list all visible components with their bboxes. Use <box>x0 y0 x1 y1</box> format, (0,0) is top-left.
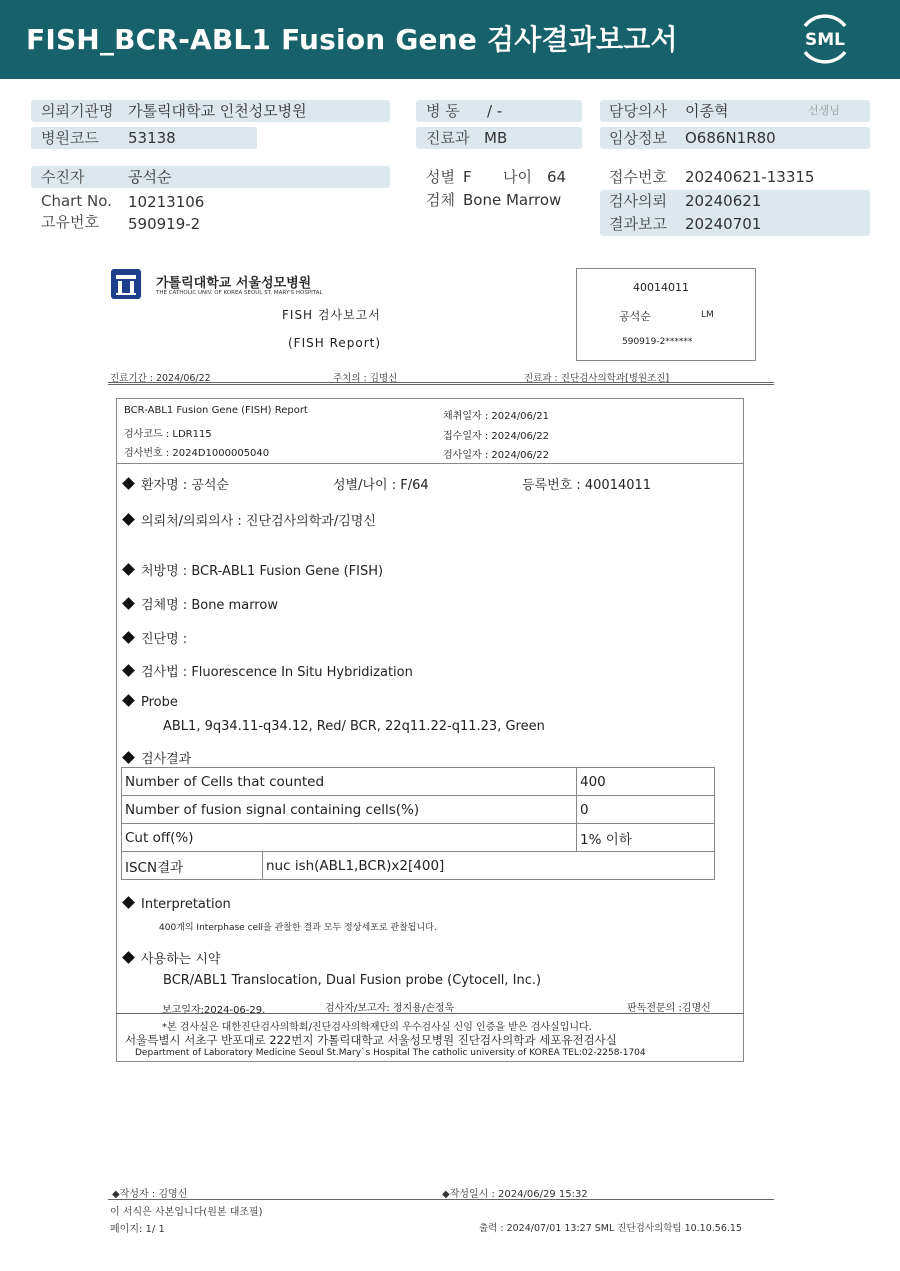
specimen-value: Bone Marrow <box>463 191 562 209</box>
dept-eng: Department of Laboratory Medicine Seoul St.Mary`s Hospital The catholic university of KOREA TEL:02-2258-1704 <box>135 1048 646 1058</box>
reagent-value: BCR/ABL1 Translocation, Dual Fusion probe (Cytocell, Inc.) <box>163 973 542 988</box>
sml-logo-text: SML <box>805 30 845 50</box>
copy-note: 이 서식은 사본입니다(원본 대조필) <box>110 1207 263 1218</box>
report-title-ko: FISH 검사보고서 <box>282 308 381 322</box>
sex-age: 성별/나이 : F/64 <box>333 478 429 493</box>
divider <box>108 382 774 383</box>
probe-value: ABL1, 9q34.11-q34.12, Red/ BCR, 22q11.22-q11.23, Green <box>163 719 545 734</box>
interp-label: Interpretation <box>141 897 231 912</box>
req-date-value: 20240621 <box>685 192 762 210</box>
hosp-code-value: 53138 <box>128 129 176 147</box>
idbox-uid: 590919-2****** <box>622 337 693 347</box>
result-row <box>124 748 191 767</box>
patient-value: 공석순 <box>128 168 172 186</box>
req-org-label: 의뢰기관명 <box>41 102 114 120</box>
bullet-icon <box>122 951 135 964</box>
doctor-suffix: 선생님 <box>808 104 840 117</box>
age-label: 나이 <box>503 168 532 186</box>
bullet-icon <box>122 597 135 610</box>
result-name: Number of Cells that counted <box>122 768 577 796</box>
req-org-value: 가톨릭대학교 인천성모병원 <box>128 102 307 120</box>
result-name: Cut off(%) <box>122 824 577 852</box>
certification: *본 검사실은 대한진단검사의학회/진단검사의학재단의 우수검사실 신임 인증을 받은 검사실입니다. <box>162 1022 592 1033</box>
clinical-value: O686N1R80 <box>685 129 776 147</box>
patient-id-box <box>576 268 756 361</box>
report-date-label: 결과보고 <box>609 215 667 233</box>
specimen-name: 검체명 : Bone marrow <box>141 598 278 613</box>
specimen-row <box>124 594 278 613</box>
idbox-reg-no: 40014011 <box>633 281 689 294</box>
result-value: 1% 이하 <box>577 824 715 852</box>
report-date: 보고일자:2024-06-29. <box>162 1005 266 1016</box>
diagnosis: 진단명 : <box>141 632 188 647</box>
method-row <box>124 661 413 680</box>
ward-label: 병 동 <box>426 102 460 120</box>
specimen-label: 검체 <box>426 191 455 209</box>
result-label: 검사결과 <box>141 752 192 767</box>
reader: 판독전문의 :김명신 <box>627 1003 711 1014</box>
hospital-name: 가톨릭대학교 서울성모병원 <box>156 276 312 291</box>
table-row <box>122 768 715 796</box>
result-name: Number of fusion signal containing cells(%) <box>122 796 577 824</box>
test-code: 검사코드 : LDR115 <box>124 429 212 440</box>
test-no: 검사번호 : 2024D1000005040 <box>124 448 270 459</box>
interp-value: 400개의 Interphase cell을 관찰한 결과 모두 정상세포로 관찰됩니다. <box>159 923 437 933</box>
chart-value: 10213106 <box>128 193 205 211</box>
idbox-name: 공석순 <box>619 310 651 323</box>
collect-date: 채취일자 : 2024/06/21 <box>443 411 550 422</box>
bullet-icon <box>122 563 135 576</box>
exam-date: 검사일자 : 2024/06/22 <box>443 450 550 461</box>
referrer-row <box>124 510 376 529</box>
patient-name: 환자명 : 공석순 <box>141 478 229 493</box>
age-value: 64 <box>547 168 567 186</box>
table-row <box>122 796 715 824</box>
bullet-icon <box>122 694 135 707</box>
divider <box>108 384 774 385</box>
bullet-icon <box>122 896 135 909</box>
sml-logo-icon <box>797 14 853 64</box>
diagnosis-row <box>124 628 187 647</box>
report-dept: 진료과 : 진단검사의학과[병원조진] <box>524 373 670 384</box>
visit-date: 진료기간 : 2024/06/22 <box>110 373 211 384</box>
page-title: FISH_BCR-ABL1 Fusion Gene 검사결과보고서 <box>26 23 678 56</box>
ward-value: / - <box>487 102 503 120</box>
examiner: 검사자/보고자: 정지용/손정욱 <box>325 1003 455 1014</box>
iscn-value: nuc ish(ABL1,BCR)x2[400] <box>263 852 715 880</box>
clinical-label: 임상정보 <box>609 129 667 147</box>
written-date: ◆작성일시 : 2024/06/29 15:32 <box>442 1189 588 1200</box>
doctor-label: 담당의사 <box>609 102 667 120</box>
method: 검사법 : Fluorescence In Situ Hybridization <box>141 665 413 680</box>
chart-label: Chart No. <box>41 192 112 210</box>
prescription-row <box>124 560 383 579</box>
header-bar <box>0 0 900 79</box>
table-row <box>122 852 715 880</box>
referrer: 의뢰처/의뢰의사 : 진단검사의학과/김명신 <box>141 514 376 529</box>
prescription: 처방명 : BCR-ABL1 Fusion Gene (FISH) <box>141 564 384 579</box>
patient-name-row <box>124 474 229 493</box>
req-date-label: 검사의뢰 <box>609 192 667 210</box>
test-name: BCR-ABL1 Fusion Gene (FISH) Report <box>124 405 308 416</box>
result-value: 400 <box>577 768 715 796</box>
bullet-icon <box>122 513 135 526</box>
reg-no: 등록번호 : 40014011 <box>522 478 652 493</box>
result-table <box>121 767 715 880</box>
interp-row <box>124 897 231 912</box>
patient-label: 수진자 <box>41 168 85 186</box>
idbox-code: LM <box>701 310 714 320</box>
reagent-row <box>124 948 220 967</box>
hosp-code-label: 병원코드 <box>41 129 99 147</box>
hospital-logo-icon <box>111 269 141 299</box>
probe-label: Probe <box>141 695 178 710</box>
receive-date: 접수일자 : 2024/06/22 <box>443 431 550 442</box>
page-number: 페이지: 1/ 1 <box>110 1224 165 1235</box>
sex-label: 성별 <box>426 168 455 186</box>
divider <box>108 1199 774 1200</box>
reagent-label: 사용하는 시약 <box>141 952 221 967</box>
divider <box>116 1013 744 1014</box>
report-date-value: 20240701 <box>685 215 762 233</box>
accession-value: 20240621-13315 <box>685 168 815 186</box>
lab-address: 서울특별시 서초구 반포대로 222번지 가톨릭대학교 서울성모병원 진단검사의학과 세포유전검사실 <box>125 1033 617 1047</box>
dept-value: MB <box>484 129 508 147</box>
uid-label: 고유번호 <box>41 213 99 231</box>
uid-value: 590919-2 <box>128 215 201 233</box>
accession-label: 접수번호 <box>609 168 667 186</box>
report-title-en: (FISH Report) <box>288 336 382 350</box>
sex-value: F <box>463 168 472 186</box>
table-row <box>122 824 715 852</box>
hospital-name-eng: THE CATHOLIC UNIV. OF KOREA SEOUL ST. MARY'S HOSPITAL <box>156 290 323 296</box>
dept-label: 진료과 <box>426 129 470 147</box>
attending-doctor: 주치의 : 김명신 <box>333 373 398 384</box>
bullet-icon <box>122 664 135 677</box>
probe-row <box>124 695 178 710</box>
print-info: 출력 : 2024/07/01 13:27 SML 진단검사의학팀 10.10.56.15 <box>479 1223 742 1234</box>
bullet-icon <box>122 477 135 490</box>
iscn-label: ISCN결과 <box>122 852 263 880</box>
result-value: 0 <box>577 796 715 824</box>
doctor-value: 이종혁 <box>685 102 729 120</box>
bullet-icon <box>122 631 135 644</box>
patient-pill <box>31 166 390 188</box>
author: ◆작성자 : 김명신 <box>112 1189 188 1200</box>
bullet-icon <box>122 751 135 764</box>
